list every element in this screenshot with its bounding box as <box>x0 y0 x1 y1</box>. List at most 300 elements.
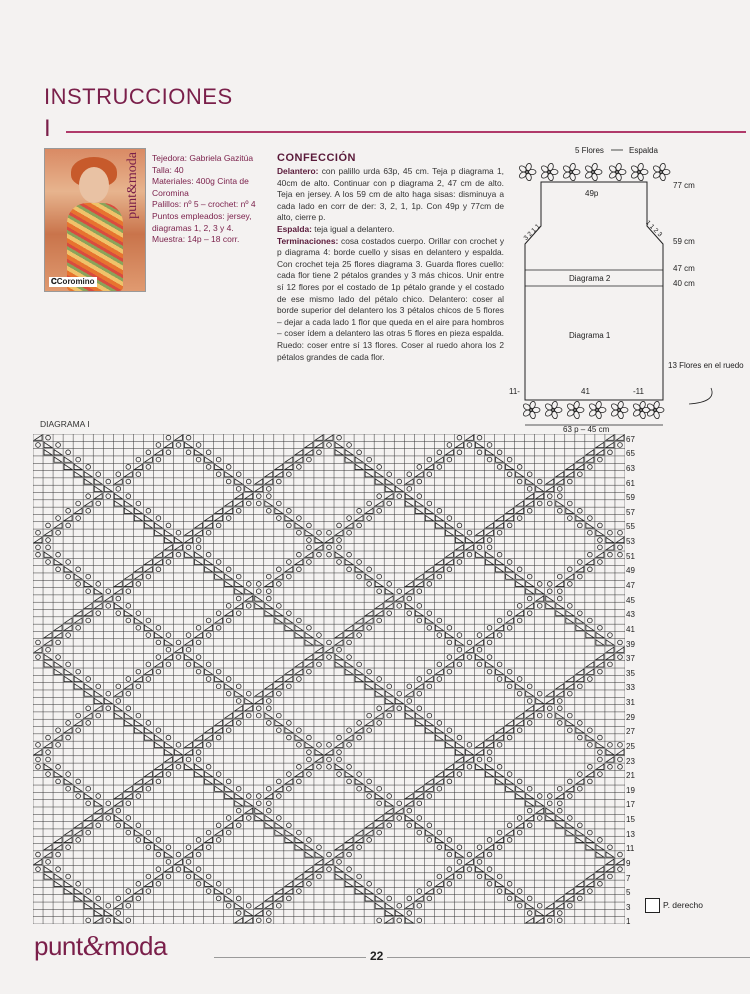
yarn-over-symbol <box>307 457 312 462</box>
ssk-symbol <box>536 589 544 594</box>
ssk-symbol <box>124 720 132 725</box>
ssk-symbol <box>205 559 213 564</box>
yarn-over-symbol <box>126 918 131 923</box>
k2tog-symbol <box>295 881 303 886</box>
ssk-symbol <box>566 830 574 835</box>
ssk-symbol <box>44 450 52 455</box>
k2tog-symbol <box>516 501 524 506</box>
k2tog-symbol <box>225 508 233 513</box>
k2tog-symbol <box>255 691 263 696</box>
k2tog-symbol <box>345 735 353 740</box>
ssk-symbol <box>225 786 233 791</box>
yarn-over-symbol <box>427 684 432 689</box>
yarn-over-symbol <box>618 545 623 550</box>
ssk-symbol <box>536 486 544 491</box>
yarn-over-symbol <box>46 647 51 652</box>
flower-motif <box>566 401 584 420</box>
ssk-symbol <box>154 523 162 528</box>
yarn-over-symbol <box>86 589 91 594</box>
ssk-symbol <box>526 479 534 484</box>
k2tog-symbol <box>566 786 574 791</box>
k2tog-symbol <box>154 559 162 564</box>
yarn-over-symbol <box>106 801 111 806</box>
yarn-over-symbol <box>527 574 532 579</box>
yarn-over-symbol <box>66 508 71 513</box>
yarn-over-symbol <box>276 794 281 799</box>
ssk-symbol <box>235 581 243 586</box>
yarn-over-symbol <box>527 472 532 477</box>
k2tog-symbol <box>385 596 393 601</box>
ssk-symbol <box>345 662 353 667</box>
k2tog-symbol <box>425 779 433 784</box>
yarn-over-symbol <box>146 786 151 791</box>
yarn-over-symbol <box>547 706 552 711</box>
yarn-over-symbol <box>297 742 302 747</box>
yarn-over-symbol <box>377 508 382 513</box>
yarn-over-symbol <box>106 604 111 609</box>
ssk-symbol <box>84 581 92 586</box>
yarn-over-symbol <box>186 757 191 762</box>
yarn-over-symbol <box>36 640 41 645</box>
yarn-over-symbol <box>236 472 241 477</box>
k2tog-symbol <box>285 457 293 462</box>
ssk-symbol <box>586 523 594 528</box>
k2tog-symbol <box>295 450 303 455</box>
count-mid: 41 <box>581 387 590 396</box>
k2tog-symbol <box>445 552 453 557</box>
ssk-symbol <box>154 632 162 637</box>
yarn-over-symbol <box>527 786 532 791</box>
yarn-over-symbol <box>608 633 613 638</box>
ssk-symbol <box>134 728 142 733</box>
yarn-over-symbol <box>76 516 81 521</box>
spec-line: Palillos: nº 5 – crochet: nº 4 <box>152 199 256 210</box>
yarn-over-symbol <box>126 589 131 594</box>
yarn-over-symbol <box>46 750 51 755</box>
row-number: 45 <box>626 595 635 605</box>
ssk-symbol <box>164 852 172 857</box>
k2tog-symbol <box>435 567 443 572</box>
yarn-over-symbol <box>507 772 512 777</box>
ssk-symbol <box>506 676 514 681</box>
k2tog-symbol <box>134 464 142 469</box>
yarn-over-symbol <box>56 655 61 660</box>
ssk-symbol <box>144 735 152 740</box>
ssk-symbol <box>225 793 233 798</box>
ssk-symbol <box>185 866 193 871</box>
yarn-over-symbol <box>307 881 312 886</box>
yarn-over-symbol <box>598 545 603 550</box>
yarn-over-symbol <box>497 874 502 879</box>
yarn-over-symbol <box>578 574 583 579</box>
ssk-symbol <box>84 684 92 689</box>
ssk-symbol <box>445 735 453 740</box>
ssk-symbol <box>375 903 383 908</box>
k2tog-symbol <box>84 611 92 616</box>
yarn-over-symbol <box>216 625 221 630</box>
row-number: 61 <box>626 478 635 488</box>
ssk-symbol <box>305 845 313 850</box>
yarn-over-symbol <box>206 764 211 769</box>
yarn-over-symbol <box>467 640 472 645</box>
k2tog-symbol <box>335 852 343 857</box>
yarn-over-symbol <box>56 728 61 733</box>
k2tog-symbol <box>94 603 102 608</box>
flower-motif <box>652 163 670 182</box>
yarn-over-symbol <box>96 823 101 828</box>
ssk-symbol <box>455 742 463 747</box>
ssk-symbol <box>285 515 293 520</box>
k2tog-symbol <box>606 442 614 447</box>
diagram-label: DIAGRAMA I <box>40 419 90 429</box>
para-label: Delantero: <box>277 166 319 176</box>
ssk-symbol <box>64 888 72 893</box>
yarn-over-symbol <box>76 713 81 718</box>
yarn-over-symbol <box>287 772 292 777</box>
row-number: 59 <box>626 493 635 503</box>
ssk-symbol <box>425 618 433 623</box>
yarn-over-symbol <box>136 501 141 506</box>
k2tog-symbol <box>225 611 233 616</box>
k2tog-symbol <box>596 654 604 659</box>
ssk-symbol <box>425 508 433 513</box>
yarn-over-symbol <box>387 684 392 689</box>
ssk-symbol <box>566 618 574 623</box>
ssk-symbol <box>405 706 413 711</box>
ssk-symbol <box>195 764 203 769</box>
yarn-over-symbol <box>216 611 221 616</box>
k2tog-symbol <box>245 596 253 601</box>
yarn-over-symbol <box>497 465 502 470</box>
yarn-over-symbol <box>46 859 51 864</box>
confeccion-heading: CONFECCIÓN <box>277 152 356 164</box>
ssk-symbol <box>345 669 353 674</box>
k2tog-symbol <box>596 866 604 871</box>
yarn-over-symbol <box>287 896 292 901</box>
yarn-over-symbol <box>578 823 583 828</box>
ssk-symbol <box>44 442 52 447</box>
k2tog-symbol <box>355 837 363 842</box>
ssk-symbol <box>275 618 283 623</box>
ssk-symbol <box>54 559 62 564</box>
k2tog-symbol <box>174 435 182 440</box>
ssk-symbol <box>134 508 142 513</box>
k2tog-symbol <box>415 896 423 901</box>
row-number: 67 <box>626 434 635 444</box>
row-number: 19 <box>626 785 635 795</box>
yarn-over-symbol <box>96 794 101 799</box>
k2tog-symbol <box>486 742 494 747</box>
k2tog-symbol <box>305 764 313 769</box>
k2tog-symbol <box>616 435 624 440</box>
yarn-over-symbol <box>357 662 362 667</box>
yarn-over-symbol <box>116 684 121 689</box>
yarn-over-symbol <box>236 823 241 828</box>
yarn-over-symbol <box>36 530 41 535</box>
ssk-symbol <box>475 866 483 871</box>
yarn-over-symbol <box>367 838 372 843</box>
yarn-over-symbol <box>487 881 492 886</box>
yarn-over-symbol <box>186 859 191 864</box>
yarn-over-symbol <box>216 881 221 886</box>
yarn-over-symbol <box>307 750 312 755</box>
k2tog-symbol <box>496 837 504 842</box>
yarn-over-symbol <box>106 816 111 821</box>
yarn-over-symbol <box>86 801 91 806</box>
ssk-symbol <box>315 852 323 857</box>
k2tog-symbol <box>84 713 92 718</box>
k2tog-symbol <box>225 823 233 828</box>
yarn-over-symbol <box>557 589 562 594</box>
yarn-over-symbol <box>417 589 422 594</box>
yarn-over-symbol <box>337 545 342 550</box>
yarn-over-symbol <box>507 625 512 630</box>
ssk-symbol <box>215 567 223 572</box>
ssk-symbol <box>596 852 604 857</box>
yarn-over-symbol <box>447 457 452 462</box>
yarn-over-symbol <box>517 604 522 609</box>
yarn-over-symbol <box>417 618 422 623</box>
ssk-symbol <box>124 611 132 616</box>
yarn-over-symbol <box>226 779 231 784</box>
ssk-symbol <box>415 508 423 513</box>
k2tog-symbol <box>195 632 203 637</box>
yarn-over-symbol <box>547 801 552 806</box>
ssk-symbol <box>245 698 253 703</box>
yarn-over-symbol <box>236 574 241 579</box>
k2tog-symbol <box>305 662 313 667</box>
yarn-over-symbol <box>527 823 532 828</box>
yarn-over-symbol <box>66 523 71 528</box>
yarn-over-symbol <box>357 721 362 726</box>
k2tog-symbol <box>114 589 122 594</box>
ssk-symbol <box>445 523 453 528</box>
k2tog-symbol <box>134 567 142 572</box>
yarn-over-symbol <box>457 633 462 638</box>
yarn-over-symbol <box>246 501 251 506</box>
k2tog-symbol <box>566 684 574 689</box>
yarn-over-symbol <box>517 479 522 484</box>
yarn-over-symbol <box>467 764 472 769</box>
ssk-symbol <box>516 684 524 689</box>
yarn-over-symbol <box>86 574 91 579</box>
k2tog-symbol <box>285 779 293 784</box>
yarn-over-symbol <box>437 677 442 682</box>
k2tog-symbol <box>124 472 132 477</box>
k2tog-symbol <box>576 881 584 886</box>
ssk-symbol <box>536 801 544 806</box>
yarn-over-symbol <box>417 889 422 894</box>
ssk-symbol <box>355 676 363 681</box>
ssk-symbol <box>395 910 403 915</box>
yarn-over-symbol <box>557 911 562 916</box>
yarn-over-symbol <box>427 794 432 799</box>
k2tog-symbol <box>435 559 443 564</box>
k2tog-symbol <box>215 515 223 520</box>
footer-rule <box>214 957 750 958</box>
yarn-over-symbol <box>176 530 181 535</box>
ssk-symbol <box>285 625 293 630</box>
yarn-over-symbol <box>327 742 332 747</box>
k2tog-symbol <box>185 742 193 747</box>
yarn-over-symbol <box>357 523 362 528</box>
row-number: 47 <box>626 581 635 590</box>
yarn-over-symbol <box>206 830 211 835</box>
ssk-symbol <box>305 632 313 637</box>
yarn-over-symbol <box>397 589 402 594</box>
row-number: 35 <box>626 668 635 678</box>
yarn-over-symbol <box>256 794 261 799</box>
k2tog-symbol <box>315 866 323 871</box>
ssk-symbol <box>205 457 213 462</box>
yarn-over-symbol <box>276 567 281 572</box>
yarn-over-symbol <box>216 735 221 740</box>
yarn-over-symbol <box>537 501 542 506</box>
yarn-over-symbol <box>618 640 623 645</box>
ssk-symbol <box>114 706 122 711</box>
ssk-symbol <box>415 823 423 828</box>
yarn-over-symbol <box>557 494 562 499</box>
ssk-symbol <box>496 779 504 784</box>
yarn-over-symbol <box>477 435 482 440</box>
yarn-over-symbol <box>567 728 572 733</box>
yarn-over-symbol <box>317 874 322 879</box>
ssk-symbol <box>265 713 273 718</box>
k2tog-symbol <box>255 486 263 491</box>
ssk-symbol <box>74 888 82 893</box>
yarn-over-symbol <box>216 684 221 689</box>
ssk-symbol <box>84 903 92 908</box>
yarn-over-symbol <box>427 881 432 886</box>
yarn-over-symbol <box>176 655 181 660</box>
row-number: 39 <box>626 639 635 649</box>
k2tog-symbol <box>445 450 453 455</box>
yarn-over-symbol <box>407 596 412 601</box>
yarn-over-symbol <box>337 859 342 864</box>
ssk-symbol <box>195 874 203 879</box>
k2tog-symbol <box>295 559 303 564</box>
yarn-over-symbol <box>116 611 121 616</box>
k2tog-symbol <box>395 808 403 813</box>
k2tog-symbol <box>355 515 363 520</box>
yarn-over-symbol <box>206 633 211 638</box>
k2tog-symbol <box>215 830 223 835</box>
title-rule <box>66 131 746 133</box>
k2tog-symbol <box>385 815 393 820</box>
k2tog-symbol <box>265 896 273 901</box>
k2tog-symbol <box>205 837 213 842</box>
k2tog-symbol <box>114 581 122 586</box>
k2tog-symbol <box>265 684 273 689</box>
k2tog-symbol <box>486 530 494 535</box>
yarn-over-symbol <box>297 618 302 623</box>
yarn-over-symbol <box>557 574 562 579</box>
yarn-over-symbol <box>146 450 151 455</box>
yarn-over-symbol <box>327 867 332 872</box>
yarn-over-symbol <box>487 640 492 645</box>
ssk-symbol <box>64 567 72 572</box>
yarn-over-symbol <box>357 633 362 638</box>
flores-ruedo <box>668 361 744 370</box>
k2tog-symbol <box>435 779 443 784</box>
k2tog-symbol <box>345 523 353 528</box>
ssk-symbol <box>465 749 473 754</box>
k2tog-symbol <box>425 464 433 469</box>
ssk-symbol <box>596 742 604 747</box>
yarn-over-symbol <box>588 779 593 784</box>
k2tog-symbol <box>275 472 283 477</box>
yarn-over-symbol <box>377 494 382 499</box>
yarn-over-symbol <box>276 516 281 521</box>
ssk-symbol <box>255 808 263 813</box>
yarn-over-symbol <box>266 589 271 594</box>
row-number: 37 <box>626 654 635 664</box>
yarn-over-symbol <box>457 662 462 667</box>
ssk-symbol <box>124 713 132 718</box>
k2tog-symbol <box>124 786 132 791</box>
yarn-over-symbol <box>337 772 342 777</box>
k2tog-symbol <box>355 728 363 733</box>
k2tog-symbol <box>445 874 453 879</box>
yarn-over-symbol <box>236 721 241 726</box>
flower-motif <box>610 401 628 420</box>
yarn-over-symbol <box>136 713 141 718</box>
k2tog-symbol <box>465 545 473 550</box>
yarn-over-symbol <box>588 889 593 894</box>
yarn-over-symbol <box>166 845 171 850</box>
yarn-over-symbol <box>567 691 572 696</box>
k2tog-symbol <box>185 530 193 535</box>
yarn-over-symbol <box>337 523 342 528</box>
yarn-over-symbol <box>567 779 572 784</box>
k2tog-symbol <box>606 545 614 550</box>
row-number: 1 <box>626 917 631 927</box>
k2tog-symbol <box>425 888 433 893</box>
yarn-over-symbol <box>437 465 442 470</box>
yarn-over-symbol <box>106 706 111 711</box>
k2tog-symbol <box>486 845 494 850</box>
k2tog-symbol <box>455 764 463 769</box>
k2tog-symbol <box>475 640 483 645</box>
k2tog-symbol <box>355 830 363 835</box>
ssk-symbol <box>395 486 403 491</box>
ssk-symbol <box>455 640 463 645</box>
ssk-symbol <box>225 574 233 579</box>
k2tog-symbol <box>445 559 453 564</box>
ssk-symbol <box>134 720 142 725</box>
yarn-over-symbol <box>588 530 593 535</box>
yarn-over-symbol <box>347 443 352 448</box>
yarn-over-symbol <box>287 560 292 565</box>
ssk-symbol <box>455 852 463 857</box>
k2tog-symbol <box>516 508 524 513</box>
yarn-over-symbol <box>517 889 522 894</box>
k2tog-symbol <box>325 859 333 864</box>
ssk-symbol <box>185 552 193 557</box>
yarn-over-symbol <box>156 838 161 843</box>
yarn-over-symbol <box>547 494 552 499</box>
k2tog-symbol <box>174 545 182 550</box>
yarn-over-symbol <box>236 684 241 689</box>
yarn-over-symbol <box>557 801 562 806</box>
footer-logo-right: moda <box>103 931 167 961</box>
yarn-over-symbol <box>497 662 502 667</box>
yarn-over-symbol <box>126 706 131 711</box>
yarn-over-symbol <box>357 786 362 791</box>
ssk-symbol <box>195 771 203 776</box>
yarn-over-symbol <box>156 779 161 784</box>
k2tog-symbol <box>405 581 413 586</box>
